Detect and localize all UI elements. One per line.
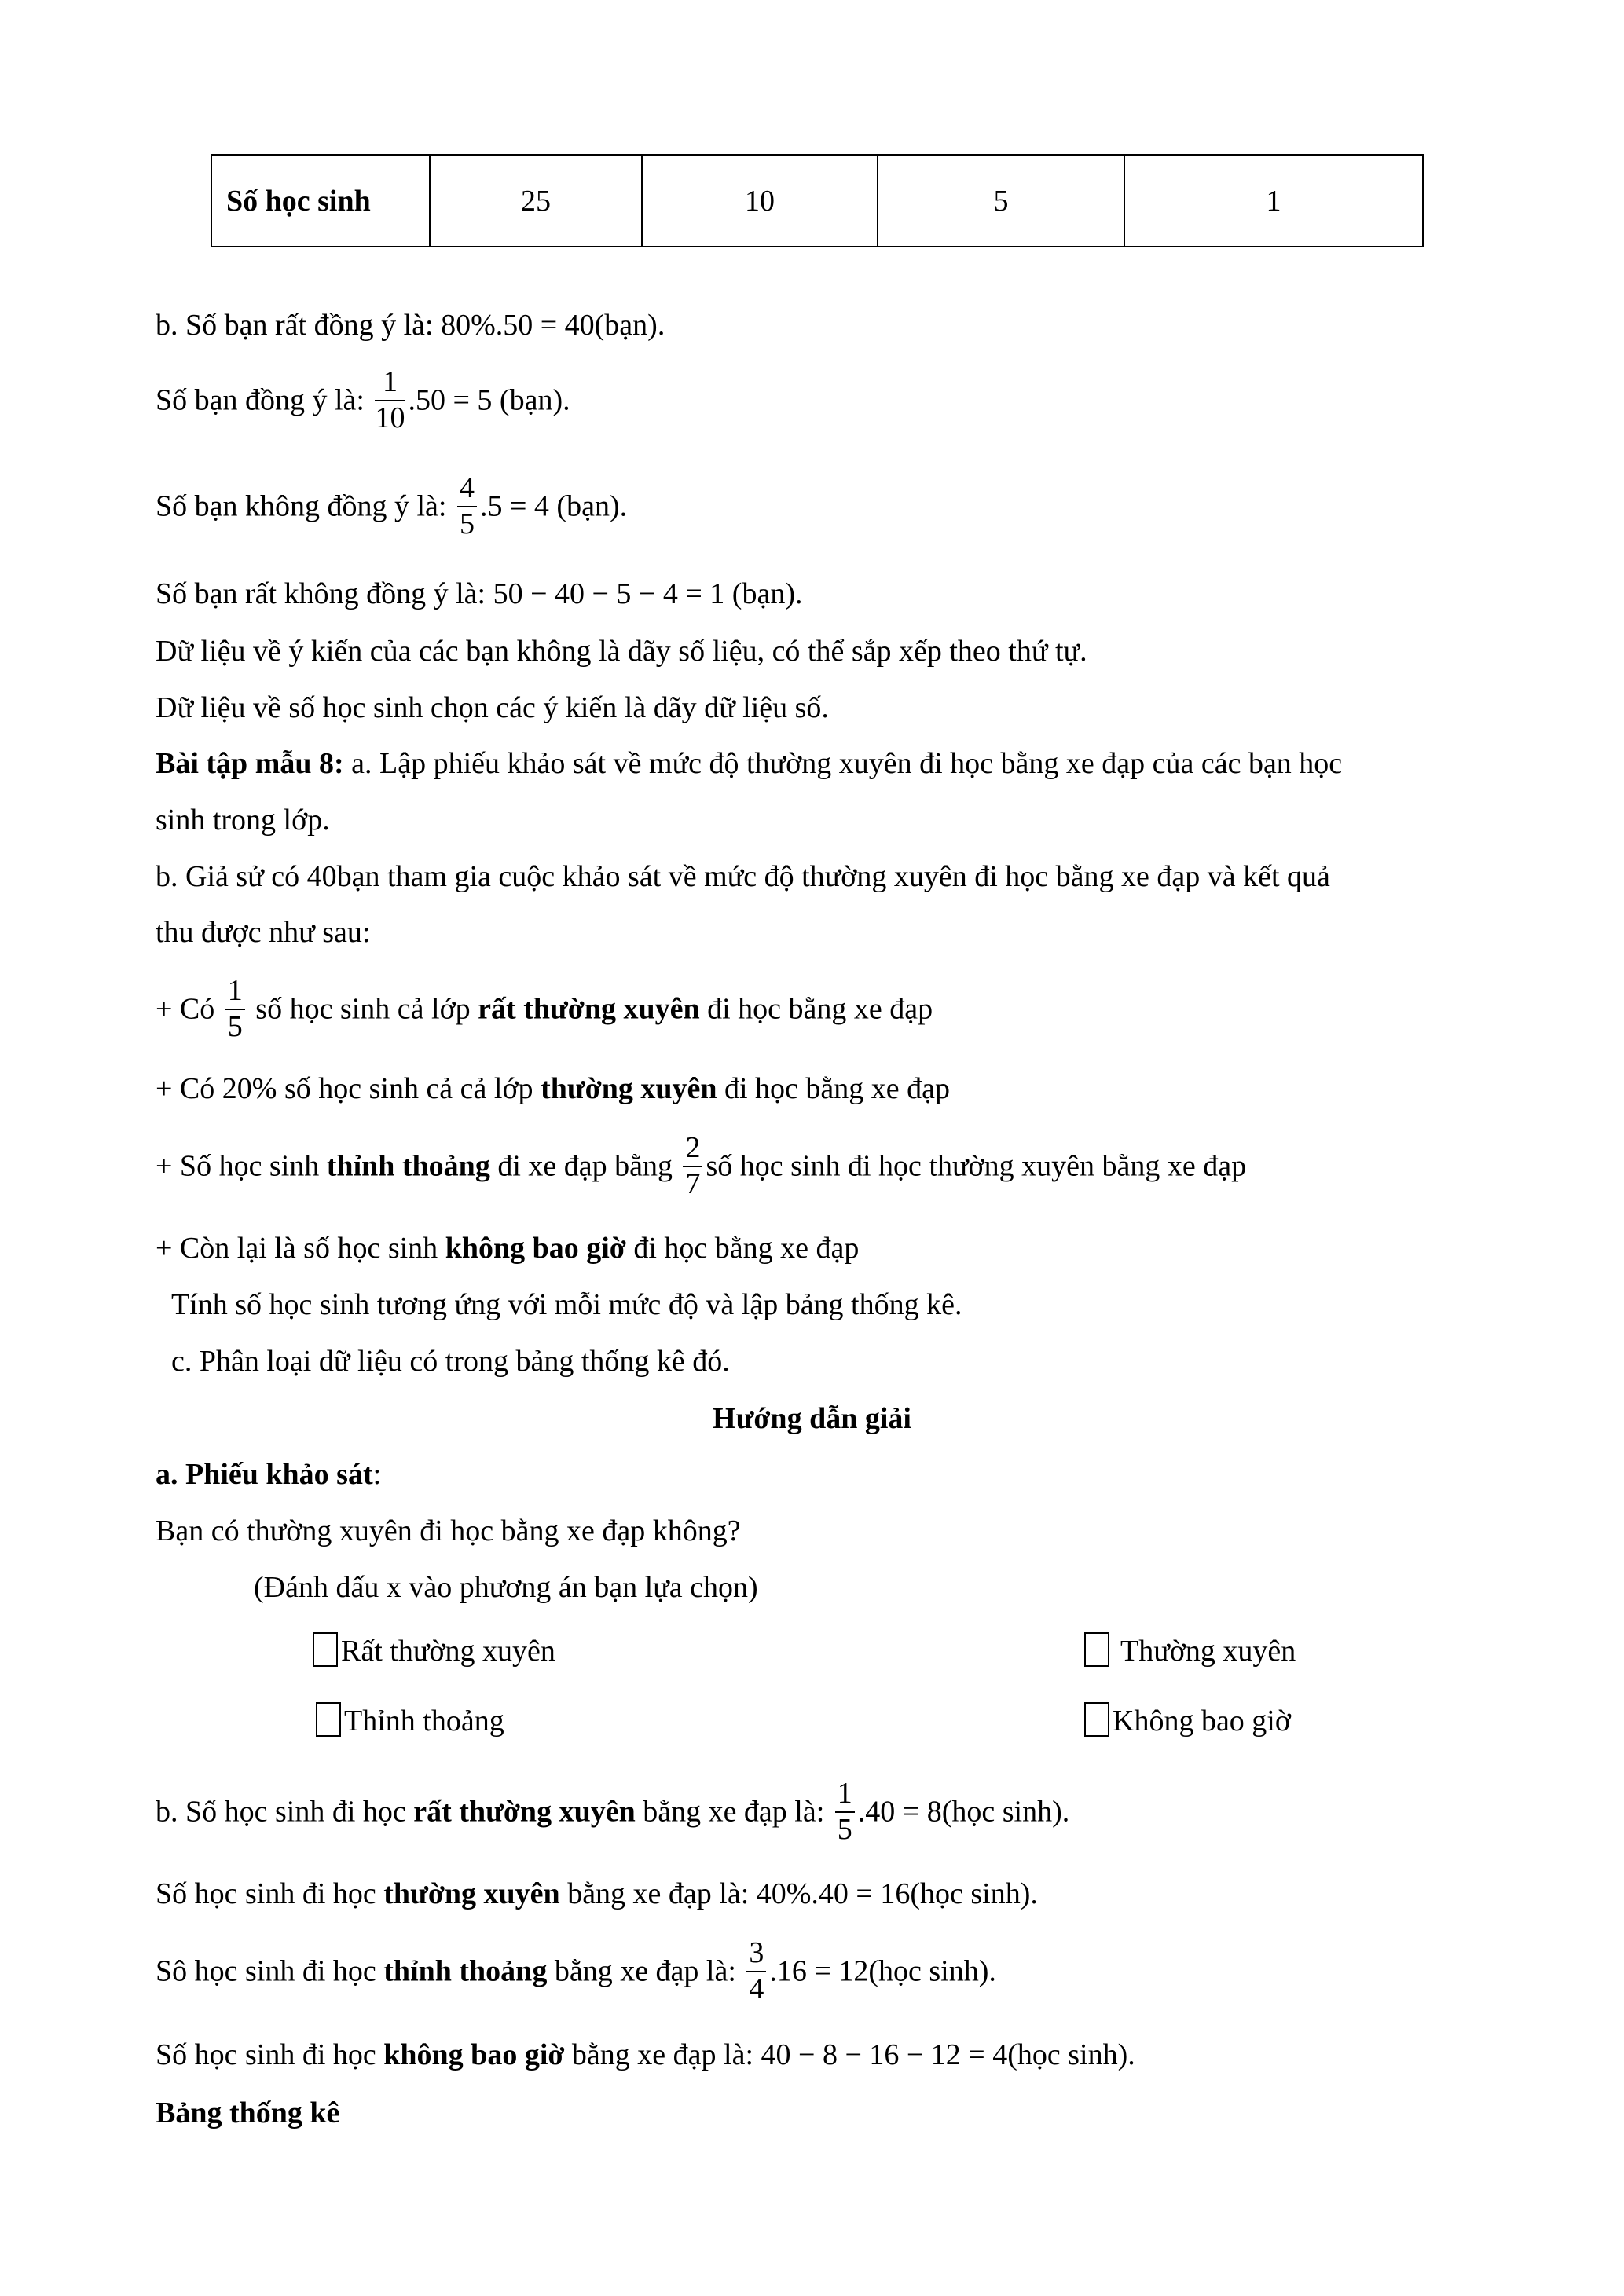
list-item — [156, 1074, 950, 1104]
bold-text: thường xuyên — [541, 1072, 717, 1105]
option-often[interactable] — [1084, 1632, 1296, 1667]
option-very-often[interactable] — [313, 1632, 555, 1667]
checkbox[interactable] — [316, 1702, 341, 1737]
text: bằng xe đạp là: — [567, 1877, 750, 1910]
denominator: 4 — [749, 1972, 764, 2005]
solution-line-sometimes — [156, 1936, 996, 2006]
fraction — [683, 1131, 702, 1201]
table-cell: 1 — [1124, 155, 1423, 247]
paragraph: c. Phân loại dữ liệu có trong bảng thống kê đó. — [171, 1345, 730, 1378]
paragraph: thu được như sau: — [156, 916, 371, 949]
stats-table-title: Bảng thống kê — [156, 2096, 340, 2129]
text: (bạn). — [594, 309, 665, 342]
text: bằng xe đạp là: — [554, 1954, 736, 1988]
text: (học sinh). — [868, 1954, 996, 1988]
numerator: 1 — [225, 974, 245, 1010]
bold-text: thường xuyên — [383, 1877, 560, 1910]
exercise-label: Bài tập mẫu 8: — [156, 747, 344, 780]
math-expression: .50 = 5 — [408, 383, 493, 417]
paragraph: Dữ liệu về ý kiến của các bạn không là dãy số liệu, có thể sắp xếp theo thứ tự. — [156, 635, 1087, 668]
answer-line-agree — [156, 365, 570, 435]
numerator: 4 — [457, 471, 477, 507]
text: b. Giả sử có — [156, 860, 300, 893]
guide-title: Hướng dẫn giải — [713, 1402, 911, 1435]
math-number: 40 — [306, 860, 337, 893]
top-table — [211, 154, 1424, 247]
fraction — [746, 1936, 766, 2006]
text: (bạn). — [499, 383, 570, 417]
list-item — [156, 974, 933, 1044]
text: Số học sinh đi học — [156, 2038, 376, 2071]
text: đi học bằng xe đạp — [633, 1232, 860, 1265]
math-expression: .5 = 4 — [479, 489, 549, 523]
text: Sô học sinh đi học — [156, 1954, 376, 1988]
text: (bạn). — [556, 489, 628, 523]
answer-line-disagree — [156, 471, 627, 541]
table-cell: 25 — [430, 155, 642, 247]
text: số học sinh cả lớp — [255, 992, 471, 1026]
survey-question: Bạn có thường xuyên đi học bằng xe đạp không? — [156, 1514, 741, 1547]
text: Số bạn rất không đồng ý là: — [156, 577, 486, 610]
checkbox[interactable] — [1084, 1702, 1109, 1737]
math-expression: 40%.40 = 16 — [756, 1877, 911, 1910]
option-sometimes[interactable] — [316, 1702, 504, 1737]
text: + Có — [156, 1072, 215, 1105]
checkbox[interactable] — [313, 1632, 338, 1667]
bold-text: thỉnh thoảng — [383, 1954, 548, 1988]
text: số học sinh cả cả lớp — [284, 1072, 533, 1105]
numerator: 3 — [746, 1936, 766, 1972]
text: bạn tham gia cuộc khảo sát về mức độ thường xuyên đi học bằng xe đạp và kết quả — [336, 860, 1330, 893]
text: (học sinh). — [1007, 2038, 1135, 2071]
denominator: 5 — [227, 1009, 243, 1043]
fraction — [375, 365, 405, 435]
table-cell: 5 — [878, 155, 1124, 247]
solution-line-never — [156, 2040, 1135, 2070]
text: bằng xe đạp là: — [571, 2038, 754, 2071]
text: + Còn lại là số học sinh — [156, 1232, 438, 1265]
text: đi xe đạp bằng — [497, 1149, 673, 1183]
text: (học sinh). — [910, 1877, 1038, 1910]
denominator: 7 — [685, 1166, 701, 1200]
option-label: Thỉnh thoảng — [344, 1705, 504, 1738]
numerator: 1 — [835, 1777, 855, 1813]
list-item — [156, 1233, 859, 1263]
survey-heading — [156, 1459, 381, 1489]
math-expression: 50 − 40 − 5 − 4 = 1 — [493, 577, 725, 610]
table-row-label: Số học sinh — [211, 155, 430, 247]
table-cell: 10 — [642, 155, 878, 247]
denominator: 5 — [459, 507, 475, 540]
option-label: Rất thường xuyên — [341, 1635, 555, 1668]
text: (bạn). — [731, 577, 803, 610]
survey-instruction: (Đánh dấu x vào phương án bạn lựa chọn) — [254, 1571, 758, 1604]
text: + Có — [156, 992, 215, 1026]
text: đi học bằng xe đạp — [724, 1072, 950, 1105]
math-number: 20% — [222, 1072, 277, 1105]
solution-line-very-often — [156, 1777, 1069, 1847]
math-expression: 80%.50 = 40 — [441, 309, 595, 342]
paragraph: Dữ liệu về số học sinh chọn các ý kiến là dãy dữ liệu số. — [156, 691, 829, 724]
answer-line-very-agree — [156, 310, 665, 340]
text: : — [372, 1458, 382, 1491]
math-expression: .40 = 8 — [857, 1795, 942, 1829]
text: + Số học sinh — [156, 1149, 320, 1183]
solution-line-often — [156, 1879, 1038, 1909]
text: Số bạn đồng ý là: — [156, 383, 365, 417]
text: a. Lập phiếu khảo sát về mức độ thường xuyên đi học bằng xe đạp của các bạn học — [351, 747, 1343, 780]
survey-title: a. Phiếu khảo sát — [156, 1458, 373, 1491]
option-label: Thường xuyên — [1120, 1635, 1296, 1668]
numerator: 1 — [375, 365, 405, 401]
text: (học sinh). — [941, 1795, 1070, 1829]
exercise-8-heading — [156, 749, 1342, 778]
math-expression: 40 − 8 − 16 − 12 = 4 — [761, 2038, 1008, 2071]
text: Số bạn không đồng ý là: — [156, 489, 447, 523]
table-row — [211, 155, 1423, 247]
paragraph — [156, 862, 1330, 892]
fraction — [835, 1777, 855, 1847]
paragraph: Tính số học sinh tương ứng với mỗi mức độ và lập bảng thống kê. — [171, 1288, 962, 1321]
text: số học sinh đi học thường xuyên bằng xe đạp — [706, 1149, 1247, 1183]
denominator: 5 — [837, 1812, 852, 1846]
bold-text: không bao giờ — [383, 2038, 565, 2071]
numerator: 2 — [683, 1131, 702, 1167]
math-expression: .16 = 12 — [769, 1954, 869, 1988]
bold-text: rất thường xuyên — [478, 992, 700, 1026]
fraction — [225, 974, 245, 1044]
bold-text: thỉnh thoảng — [326, 1149, 490, 1183]
paragraph: sinh trong lớp. — [156, 804, 330, 837]
option-never[interactable] — [1084, 1702, 1291, 1737]
text: b. Số bạn rất đồng ý là: — [156, 309, 434, 342]
denominator: 10 — [375, 401, 405, 434]
text: đi học bằng xe đạp — [707, 992, 933, 1026]
fraction — [457, 471, 477, 541]
checkbox[interactable] — [1084, 1632, 1109, 1667]
text: b. Số học sinh đi học — [156, 1795, 406, 1829]
bold-text: không bao giờ — [445, 1232, 626, 1265]
text: Số học sinh đi học — [156, 1877, 376, 1910]
list-item — [156, 1131, 1246, 1201]
option-label: Không bao giờ — [1113, 1705, 1291, 1738]
answer-line-strongly-disagree — [156, 579, 802, 609]
text: bằng xe đạp là: — [643, 1795, 825, 1829]
bold-text: rất thường xuyên — [413, 1795, 636, 1829]
